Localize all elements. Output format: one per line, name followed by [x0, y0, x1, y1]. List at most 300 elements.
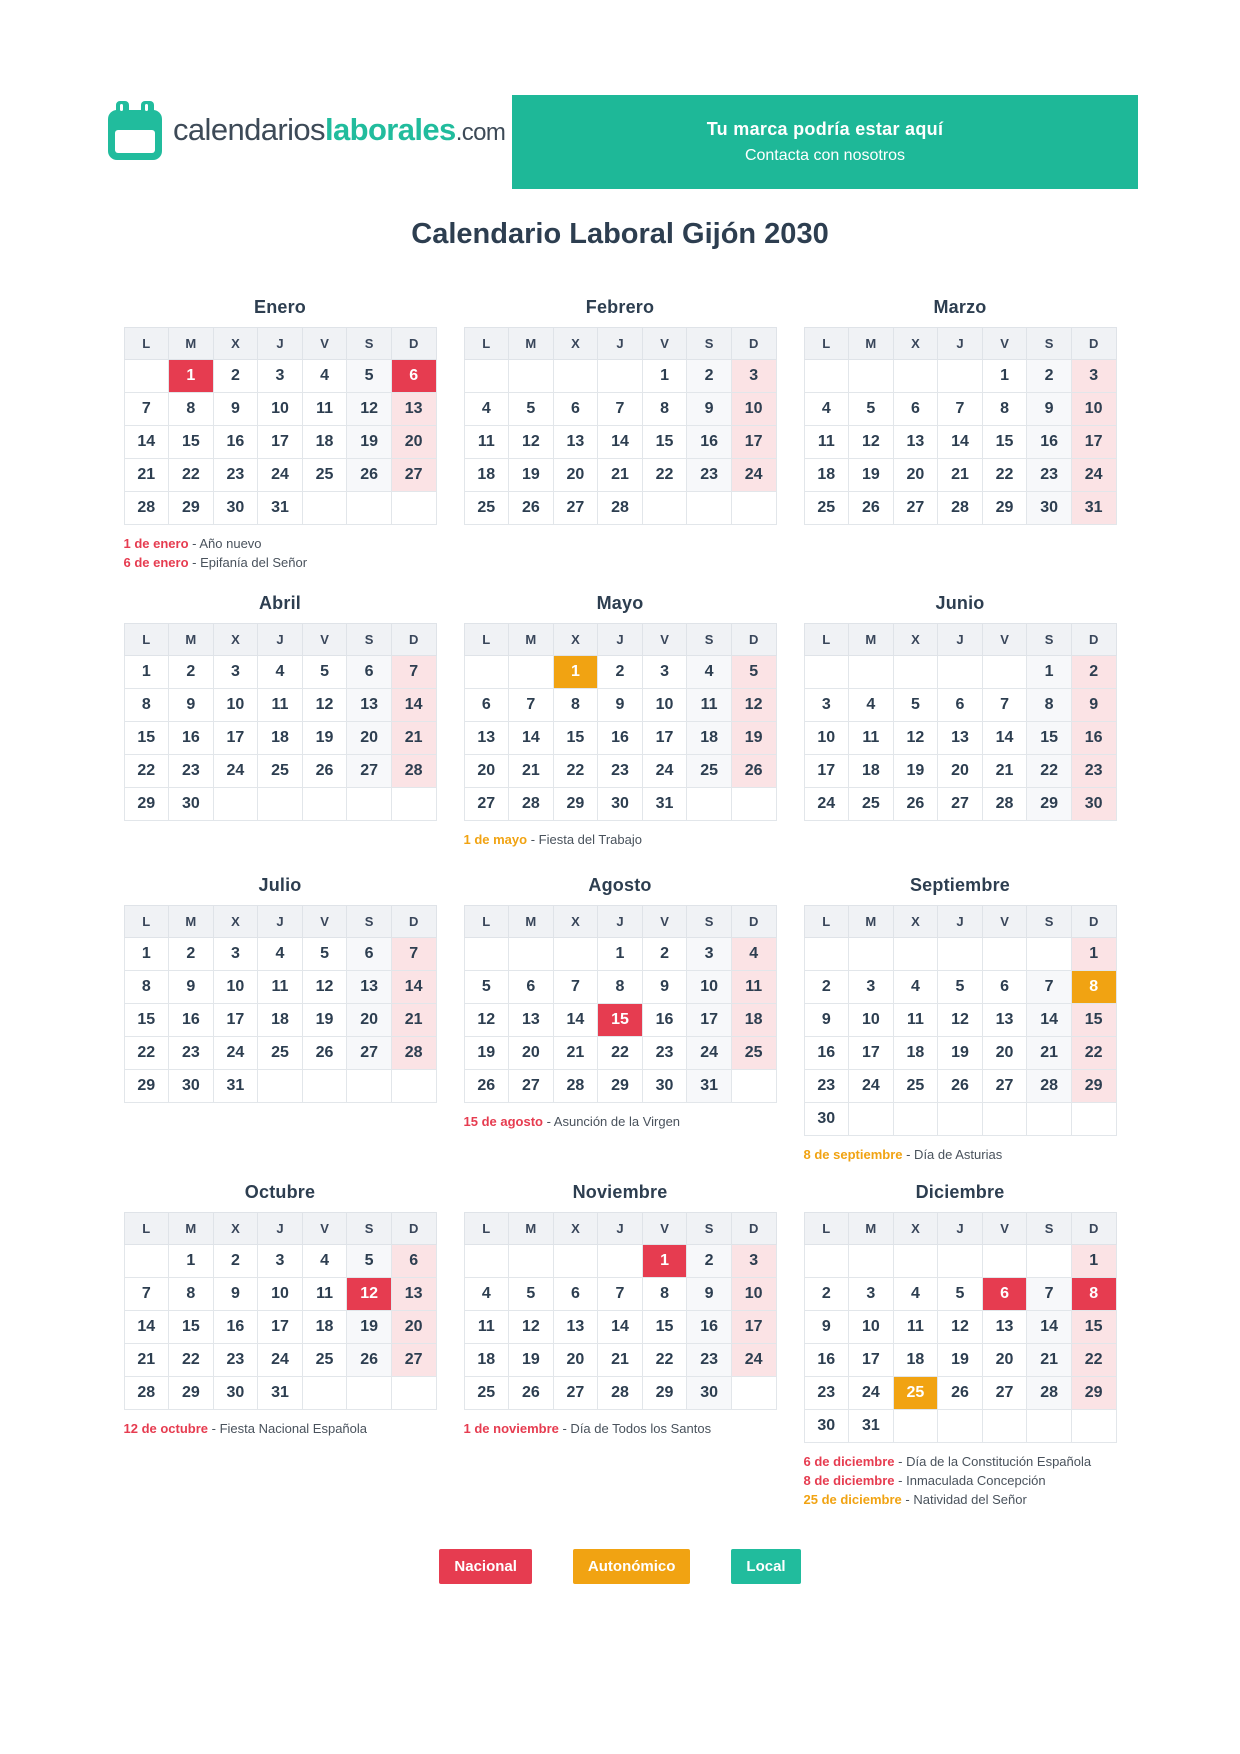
day-cell: 11	[258, 971, 303, 1004]
day-cell: 10	[849, 1004, 894, 1037]
legend-nacional-button[interactable]: Nacional	[439, 1549, 532, 1584]
weekday-header: S	[347, 624, 392, 656]
day-cell: 14	[124, 426, 169, 459]
day-cell: 12	[302, 971, 347, 1004]
day-cell: 27	[391, 459, 436, 492]
month-title: Agosto	[588, 875, 652, 895]
day-cell: 10	[731, 1278, 776, 1311]
weekday-header: D	[731, 624, 776, 656]
day-cell: 21	[391, 722, 436, 755]
day-cell: 28	[598, 492, 643, 525]
month-febrero	[464, 297, 777, 572]
day-cell: 20	[982, 1344, 1027, 1377]
weekday-header: V	[302, 906, 347, 938]
day-cell: 15	[169, 1311, 214, 1344]
day-cell: 6	[893, 393, 938, 426]
day-cell: 27	[509, 1070, 554, 1103]
day-cell: 24	[213, 1037, 258, 1070]
weekday-header: M	[849, 1213, 894, 1245]
day-cell: 12	[347, 1278, 392, 1311]
day-cell: 9	[169, 971, 214, 1004]
day-cell: 5	[509, 393, 554, 426]
weekday-header: D	[1071, 1213, 1116, 1245]
day-cell: 17	[258, 1311, 303, 1344]
month-title: Febrero	[585, 297, 655, 317]
day-cell: 12	[849, 426, 894, 459]
day-cell: 18	[893, 1344, 938, 1377]
day-cell: 10	[258, 1278, 303, 1311]
day-cell: 15	[1071, 1004, 1116, 1037]
day-cell: 22	[642, 1344, 687, 1377]
weekday-header: L	[804, 1213, 849, 1245]
day-cell: 29	[169, 1377, 214, 1410]
day-cell: 4	[464, 393, 509, 426]
day-cell: 27	[553, 1377, 598, 1410]
day-cell: 8	[642, 1278, 687, 1311]
holiday-notes	[804, 1145, 1117, 1164]
month-row	[124, 1182, 1117, 1509]
day-cell: 25	[893, 1070, 938, 1103]
day-cell: 17	[213, 1004, 258, 1037]
empty-cell	[302, 492, 347, 525]
day-cell: 2	[687, 360, 732, 393]
day-cell: 10	[642, 689, 687, 722]
empty-cell	[302, 1070, 347, 1103]
day-cell: 27	[391, 1344, 436, 1377]
day-cell: 9	[642, 971, 687, 1004]
weekday-header: L	[464, 1213, 509, 1245]
day-cell: 30	[213, 492, 258, 525]
day-cell: 29	[124, 788, 169, 821]
logo[interactable]	[108, 100, 505, 160]
day-cell: 5	[938, 1278, 983, 1311]
day-cell: 10	[731, 393, 776, 426]
day-cell: 8	[169, 1278, 214, 1311]
empty-cell	[642, 492, 687, 525]
empty-cell	[598, 360, 643, 393]
day-cell: 24	[687, 1037, 732, 1070]
weekday-header: L	[124, 906, 169, 938]
day-cell: 4	[687, 656, 732, 689]
empty-cell	[982, 1103, 1027, 1136]
day-cell: 25	[687, 755, 732, 788]
empty-cell	[391, 788, 436, 821]
day-cell: 18	[849, 755, 894, 788]
months-grid	[124, 297, 1117, 1509]
day-cell: 30	[1027, 492, 1072, 525]
weekday-header: J	[598, 624, 643, 656]
day-cell: 25	[302, 1344, 347, 1377]
month-mayo	[464, 593, 777, 849]
weekday-header: M	[849, 906, 894, 938]
day-cell: 18	[731, 1004, 776, 1037]
day-cell: 31	[642, 788, 687, 821]
day-cell: 14	[509, 722, 554, 755]
day-cell: 27	[982, 1070, 1027, 1103]
day-cell: 27	[938, 788, 983, 821]
day-cell: 20	[391, 1311, 436, 1344]
holiday-note: 15 de agosto - Asunción de la Virgen	[463, 1114, 681, 1129]
day-cell: 6	[982, 971, 1027, 1004]
day-cell: 29	[553, 788, 598, 821]
day-cell: 16	[804, 1344, 849, 1377]
weekday-header: S	[1027, 624, 1072, 656]
holiday-note: 12 de octubre - Fiesta Nacional Española	[123, 1421, 368, 1436]
day-cell: 3	[213, 938, 258, 971]
day-cell: 6	[982, 1278, 1027, 1311]
day-cell: 15	[982, 426, 1027, 459]
day-cell: 28	[509, 788, 554, 821]
day-cell: 14	[391, 689, 436, 722]
day-cell: 4	[302, 360, 347, 393]
day-cell: 19	[938, 1344, 983, 1377]
weekday-header: X	[893, 906, 938, 938]
day-cell: 28	[553, 1070, 598, 1103]
holiday-note: 1 de enero - Año nuevo	[123, 536, 262, 551]
day-cell: 1	[1071, 1245, 1116, 1278]
day-cell: 2	[642, 938, 687, 971]
day-cell: 5	[509, 1278, 554, 1311]
day-cell: 17	[804, 755, 849, 788]
month-table	[124, 623, 437, 821]
weekday-header: V	[982, 624, 1027, 656]
day-cell: 22	[553, 755, 598, 788]
day-cell: 26	[347, 459, 392, 492]
empty-cell	[804, 656, 849, 689]
day-cell: 30	[169, 1070, 214, 1103]
empty-cell	[347, 1377, 392, 1410]
day-cell: 16	[169, 1004, 214, 1037]
day-cell: 14	[598, 1311, 643, 1344]
empty-cell	[258, 788, 303, 821]
logo-prefix: calendarios	[173, 112, 325, 147]
day-cell: 1	[598, 938, 643, 971]
day-cell: 24	[849, 1377, 894, 1410]
weekday-header: D	[731, 906, 776, 938]
day-cell: 2	[1071, 656, 1116, 689]
day-cell: 2	[804, 971, 849, 1004]
day-cell: 4	[258, 656, 303, 689]
legend-autonomico-button[interactable]: Autonómico	[573, 1549, 691, 1584]
day-cell: 2	[804, 1278, 849, 1311]
day-cell: 22	[982, 459, 1027, 492]
day-cell: 12	[938, 1311, 983, 1344]
day-cell: 4	[893, 971, 938, 1004]
day-cell: 3	[849, 971, 894, 1004]
month-title: Junio	[935, 593, 985, 613]
day-cell: 10	[687, 971, 732, 1004]
day-cell: 13	[347, 971, 392, 1004]
day-cell: 20	[553, 1344, 598, 1377]
day-cell: 29	[1071, 1070, 1116, 1103]
day-cell: 8	[598, 971, 643, 1004]
day-cell: 14	[391, 971, 436, 1004]
calendar-logo-icon	[108, 110, 162, 160]
weekday-header: M	[509, 624, 554, 656]
day-cell: 26	[347, 1344, 392, 1377]
empty-cell	[1027, 1410, 1072, 1443]
weekday-header: J	[258, 906, 303, 938]
holiday-note: 25 de diciembre - Natividad del Señor	[803, 1492, 1027, 1507]
weekday-header: D	[1071, 624, 1116, 656]
day-cell: 30	[213, 1377, 258, 1410]
day-cell: 23	[598, 755, 643, 788]
day-cell: 3	[213, 656, 258, 689]
empty-cell	[893, 938, 938, 971]
day-cell: 25	[464, 492, 509, 525]
day-cell: 25	[258, 1037, 303, 1070]
month-title: Diciembre	[915, 1182, 1005, 1202]
empty-cell	[1027, 1245, 1072, 1278]
day-cell: 13	[938, 722, 983, 755]
day-cell: 13	[982, 1004, 1027, 1037]
day-cell: 3	[258, 1245, 303, 1278]
day-cell: 21	[124, 1344, 169, 1377]
ad-banner[interactable]	[512, 95, 1138, 189]
empty-cell	[893, 1245, 938, 1278]
day-cell: 20	[391, 426, 436, 459]
day-cell: 19	[302, 722, 347, 755]
weekday-header: L	[464, 906, 509, 938]
holiday-note: 8 de diciembre - Inmaculada Concepción	[803, 1473, 1046, 1488]
empty-cell	[1027, 938, 1072, 971]
day-cell: 28	[1027, 1070, 1072, 1103]
empty-cell	[391, 1070, 436, 1103]
weekday-header: M	[509, 1213, 554, 1245]
empty-cell	[804, 938, 849, 971]
weekday-header: M	[509, 328, 554, 360]
month-title: Mayo	[596, 593, 644, 613]
day-cell: 1	[982, 360, 1027, 393]
empty-cell	[464, 360, 509, 393]
day-cell: 27	[347, 1037, 392, 1070]
day-cell: 24	[213, 755, 258, 788]
day-cell: 29	[1027, 788, 1072, 821]
weekday-header: V	[642, 1213, 687, 1245]
day-cell: 16	[598, 722, 643, 755]
month-diciembre	[804, 1182, 1117, 1509]
empty-cell	[464, 938, 509, 971]
day-cell: 22	[598, 1037, 643, 1070]
day-cell: 5	[464, 971, 509, 1004]
day-cell: 19	[347, 426, 392, 459]
day-cell: 30	[1071, 788, 1116, 821]
day-cell: 25	[464, 1377, 509, 1410]
day-cell: 15	[124, 722, 169, 755]
day-cell: 5	[849, 393, 894, 426]
month-noviembre	[464, 1182, 777, 1509]
month-title: Noviembre	[572, 1182, 668, 1202]
header	[0, 0, 1240, 190]
day-cell: 5	[347, 360, 392, 393]
month-row	[124, 593, 1117, 849]
day-cell: 26	[509, 492, 554, 525]
day-cell: 31	[258, 492, 303, 525]
day-cell: 19	[347, 1311, 392, 1344]
day-cell: 14	[598, 426, 643, 459]
weekday-header: S	[687, 906, 732, 938]
legend-local-button[interactable]: Local	[731, 1549, 800, 1584]
day-cell: 15	[1027, 722, 1072, 755]
day-cell: 10	[804, 722, 849, 755]
day-cell: 2	[169, 938, 214, 971]
day-cell: 3	[687, 938, 732, 971]
day-cell: 27	[982, 1377, 1027, 1410]
month-title: Abril	[258, 593, 301, 613]
day-cell: 14	[553, 1004, 598, 1037]
day-cell: 16	[687, 426, 732, 459]
day-cell: 15	[124, 1004, 169, 1037]
day-cell: 18	[258, 1004, 303, 1037]
day-cell: 16	[804, 1037, 849, 1070]
weekday-header: L	[124, 328, 169, 360]
day-cell: 28	[391, 1037, 436, 1070]
day-cell: 3	[849, 1278, 894, 1311]
day-cell: 21	[124, 459, 169, 492]
weekday-header: V	[642, 328, 687, 360]
day-cell: 5	[938, 971, 983, 1004]
day-cell: 12	[509, 1311, 554, 1344]
day-cell: 17	[849, 1344, 894, 1377]
month-title: Octubre	[244, 1182, 316, 1202]
month-enero	[124, 297, 437, 572]
day-cell: 12	[347, 393, 392, 426]
day-cell: 18	[893, 1037, 938, 1070]
weekday-header: D	[391, 624, 436, 656]
day-cell: 3	[258, 360, 303, 393]
empty-cell	[687, 492, 732, 525]
month-table	[464, 905, 777, 1103]
weekday-header: X	[893, 328, 938, 360]
holiday-note: 6 de diciembre - Día de la Constitución Española	[803, 1454, 1092, 1469]
month-octubre	[124, 1182, 437, 1509]
empty-cell	[347, 788, 392, 821]
day-cell: 31	[258, 1377, 303, 1410]
day-cell: 7	[598, 1278, 643, 1311]
day-cell: 17	[258, 426, 303, 459]
empty-cell	[509, 360, 554, 393]
day-cell: 6	[509, 971, 554, 1004]
day-cell: 5	[731, 656, 776, 689]
day-cell: 24	[1071, 459, 1116, 492]
day-cell: 4	[464, 1278, 509, 1311]
day-cell: 26	[731, 755, 776, 788]
day-cell: 26	[849, 492, 894, 525]
day-cell: 12	[509, 426, 554, 459]
weekday-header: X	[553, 1213, 598, 1245]
day-cell: 3	[1071, 360, 1116, 393]
day-cell: 4	[804, 393, 849, 426]
day-cell: 20	[347, 1004, 392, 1037]
weekday-header: S	[347, 328, 392, 360]
day-cell: 11	[302, 393, 347, 426]
month-septiembre	[804, 875, 1117, 1164]
weekday-header: X	[213, 906, 258, 938]
day-cell: 14	[938, 426, 983, 459]
day-cell: 29	[642, 1377, 687, 1410]
day-cell: 21	[391, 1004, 436, 1037]
weekday-header: X	[213, 1213, 258, 1245]
day-cell: 8	[642, 393, 687, 426]
day-cell: 16	[1027, 426, 1072, 459]
empty-cell	[849, 1103, 894, 1136]
day-cell: 18	[804, 459, 849, 492]
day-cell: 21	[982, 755, 1027, 788]
day-cell: 17	[642, 722, 687, 755]
day-cell: 22	[124, 755, 169, 788]
empty-cell	[893, 656, 938, 689]
empty-cell	[731, 1377, 776, 1410]
day-cell: 22	[169, 1344, 214, 1377]
day-cell: 21	[1027, 1344, 1072, 1377]
day-cell: 26	[302, 755, 347, 788]
empty-cell	[731, 492, 776, 525]
day-cell: 26	[938, 1377, 983, 1410]
empty-cell	[258, 1070, 303, 1103]
empty-cell	[124, 1245, 169, 1278]
weekday-header: D	[391, 906, 436, 938]
day-cell: 2	[213, 360, 258, 393]
day-cell: 8	[553, 689, 598, 722]
day-cell: 4	[849, 689, 894, 722]
empty-cell	[938, 656, 983, 689]
day-cell: 22	[124, 1037, 169, 1070]
day-cell: 17	[1071, 426, 1116, 459]
day-cell: 6	[464, 689, 509, 722]
day-cell: 3	[731, 1245, 776, 1278]
day-cell: 12	[731, 689, 776, 722]
day-cell: 13	[982, 1311, 1027, 1344]
day-cell: 23	[1027, 459, 1072, 492]
weekday-header: J	[938, 906, 983, 938]
month-table	[124, 905, 437, 1103]
empty-cell	[124, 360, 169, 393]
empty-cell	[938, 1103, 983, 1136]
day-cell: 16	[213, 1311, 258, 1344]
empty-cell	[553, 938, 598, 971]
month-table	[804, 327, 1117, 525]
empty-cell	[1027, 1103, 1072, 1136]
day-cell: 27	[464, 788, 509, 821]
day-cell: 13	[509, 1004, 554, 1037]
day-cell: 13	[391, 1278, 436, 1311]
day-cell: 28	[982, 788, 1027, 821]
day-cell: 20	[509, 1037, 554, 1070]
logo-text	[173, 112, 505, 148]
day-cell: 15	[642, 426, 687, 459]
banner-contact-link: Contacta con nosotros	[744, 147, 906, 164]
empty-cell	[464, 656, 509, 689]
empty-cell	[347, 1070, 392, 1103]
day-cell: 9	[1071, 689, 1116, 722]
month-table	[124, 1212, 437, 1410]
day-cell: 26	[302, 1037, 347, 1070]
weekday-header: D	[1071, 328, 1116, 360]
weekday-header: X	[893, 624, 938, 656]
empty-cell	[731, 788, 776, 821]
day-cell: 18	[302, 1311, 347, 1344]
day-cell: 28	[938, 492, 983, 525]
weekday-header: J	[598, 1213, 643, 1245]
day-cell: 15	[553, 722, 598, 755]
day-cell: 31	[849, 1410, 894, 1443]
empty-cell	[509, 1245, 554, 1278]
day-cell: 14	[982, 722, 1027, 755]
weekday-header: J	[598, 328, 643, 360]
month-table	[804, 1212, 1117, 1443]
day-cell: 10	[1071, 393, 1116, 426]
day-cell: 1	[124, 938, 169, 971]
